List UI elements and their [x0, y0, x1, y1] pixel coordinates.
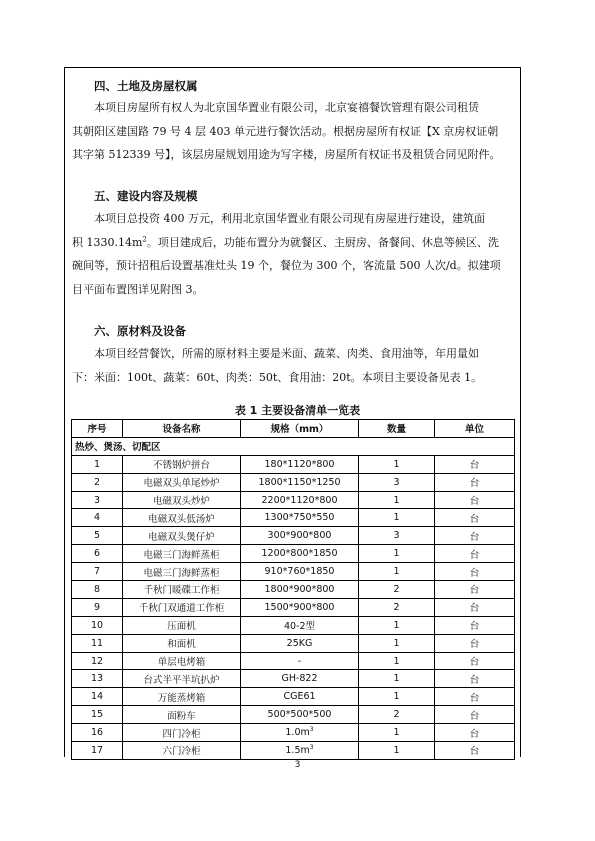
- cell-unit-text: 台: [469, 728, 480, 740]
- cell-spec: [241, 563, 359, 581]
- cell-name-text: 和面机: [167, 639, 196, 651]
- cell-spec-text: 1500*900*800: [264, 601, 335, 613]
- paragraph-line: 本项目经营餐饮，所需的原材料主要是米面、蔬菜、肉类、食用油等，年用量如: [94, 347, 479, 360]
- cell-index-text: 16: [90, 727, 104, 739]
- cell-unit: [435, 634, 515, 652]
- section-heading-construction: 五、建设内容及规模: [94, 189, 198, 203]
- table-row: [72, 688, 515, 706]
- cell-spec: [241, 581, 359, 599]
- cell-name-text: 四门冷柜: [162, 728, 201, 740]
- paragraph-line: 下：米面：100t、蔬菜：60t、肉类：50t、食用油：20t。本项目主要设备见表 1。: [72, 370, 483, 384]
- cell-spec-text: 180*1120*800: [264, 458, 335, 470]
- cell-qty-text: 1: [393, 637, 400, 649]
- header-name: 设备名称: [123, 420, 241, 438]
- cell-index-text: 5: [93, 530, 101, 542]
- cell-name-text: 六门冷柜: [162, 746, 201, 758]
- cell-unit: [435, 670, 515, 688]
- table-row: [72, 598, 515, 616]
- cell-spec: [241, 616, 359, 634]
- cell-qty: [359, 527, 435, 545]
- cell-spec: [241, 473, 359, 491]
- cell-index-text: 15: [90, 709, 104, 721]
- cell-qty: [359, 545, 435, 563]
- cube-superscript: 3: [309, 725, 314, 733]
- cell-spec: [241, 455, 359, 473]
- cell-unit: [435, 509, 515, 527]
- cell-unit: [435, 742, 515, 760]
- cell-index: [72, 688, 123, 706]
- table-row: [72, 581, 515, 599]
- table-row: [72, 670, 515, 688]
- cell-spec-text: 1300*750*550: [264, 512, 335, 524]
- cell-spec-text: 2200*1120*800: [261, 494, 338, 506]
- cell-spec-text: CGE61: [283, 691, 316, 703]
- cell-qty-text: 2: [393, 709, 400, 721]
- cell-qty: [359, 491, 435, 509]
- cell-name: [123, 527, 241, 545]
- cell-spec: [241, 670, 359, 688]
- cell-index: [72, 563, 123, 581]
- cell-qty-text: 1: [393, 727, 400, 739]
- cell-index: [72, 742, 123, 760]
- cell-qty-text: 1: [393, 548, 400, 560]
- cell-qty-text: 1: [393, 566, 400, 578]
- table-row: [72, 455, 515, 473]
- cell-unit-text: 台: [469, 585, 480, 597]
- cell-qty-text: 2: [393, 601, 400, 613]
- cell-qty: [359, 581, 435, 599]
- cell-index-text: 12: [90, 655, 104, 667]
- cell-spec-text: 40-2型: [283, 621, 316, 633]
- cell-spec-text: 1.5m: [285, 744, 310, 756]
- cell-spec-text: 300*900*800: [267, 530, 332, 542]
- cube-superscript: 3: [309, 743, 314, 751]
- cell-index-text: 11: [90, 637, 104, 649]
- cell-name: [123, 509, 241, 527]
- cell-spec: [241, 742, 359, 760]
- cell-index: [72, 455, 123, 473]
- cell-spec-text: 500*500*500: [267, 709, 332, 721]
- cell-index: [72, 527, 123, 545]
- cell-name: [123, 473, 241, 491]
- cell-spec-text: 25KG: [286, 637, 313, 649]
- cell-name: [123, 634, 241, 652]
- table-row: [72, 652, 515, 670]
- cell-name: [123, 491, 241, 509]
- cell-name-text: 电磁双头单尾炒炉: [143, 478, 220, 490]
- cell-index: [72, 616, 123, 634]
- cell-spec: [241, 527, 359, 545]
- cell-index: [72, 473, 123, 491]
- cell-index-text: 17: [90, 744, 104, 756]
- cell-index-text: 2: [93, 476, 101, 488]
- cell-index-text: 9: [93, 601, 101, 613]
- cell-name-text: 电磁三门海鲜蒸柜: [143, 549, 220, 561]
- group-label: 热炒、煲汤、切配区: [72, 437, 515, 455]
- cell-name-text: 台式半平半坑扒炉: [143, 674, 220, 686]
- cell-qty: [359, 742, 435, 760]
- cell-unit: [435, 724, 515, 742]
- cell-name: [123, 670, 241, 688]
- cell-name: [123, 563, 241, 581]
- paragraph-construction: [72, 207, 520, 301]
- header-qty: 数量: [359, 420, 435, 438]
- cell-qty-text: 1: [393, 744, 400, 756]
- cell-qty: [359, 634, 435, 652]
- cell-index-text: 6: [93, 548, 101, 560]
- cell-index: [72, 581, 123, 599]
- area-superscript: 2: [142, 234, 147, 243]
- cell-qty: [359, 455, 435, 473]
- cell-name: [123, 581, 241, 599]
- cell-index-text: 14: [90, 691, 104, 703]
- cell-name-text: 电磁双头低汤炉: [148, 513, 215, 525]
- cell-name-text: 不锈钢炉拼台: [152, 460, 210, 472]
- cell-name-text: 单层电烤箱: [157, 657, 206, 669]
- cell-unit: [435, 616, 515, 634]
- table-group-row: [72, 437, 515, 455]
- cell-index-text: 10: [90, 619, 104, 631]
- cell-unit: [435, 581, 515, 599]
- cell-index-text: 7: [93, 566, 101, 578]
- cell-name: [123, 724, 241, 742]
- cell-unit-text: 台: [469, 496, 480, 507]
- cell-spec: [241, 688, 359, 706]
- cell-qty-text: 3: [393, 476, 400, 488]
- cell-unit: [435, 706, 515, 724]
- cell-name: [123, 616, 241, 634]
- paragraph-land: [72, 96, 520, 167]
- paragraph-line: 其朝阳区建国路 79 号 4 层 403 单元进行餐饮活动。根据房屋所有权证【X 京房权证朝: [72, 124, 499, 138]
- cell-spec-text: -: [297, 655, 302, 667]
- cell-spec-text: GH-822: [281, 673, 318, 685]
- cell-qty: [359, 616, 435, 634]
- cell-unit-text: 台: [469, 567, 480, 579]
- cell-spec-text: 1.0m: [285, 727, 310, 739]
- cell-qty: [359, 670, 435, 688]
- cell-qty: [359, 598, 435, 616]
- cell-unit-text: 台: [469, 657, 480, 669]
- paragraph-line: 碗间等，预计招租后设置基准灶头 19 个，餐位为 300 个，客流量 500 人次/d。拟建项: [72, 259, 501, 272]
- cell-index-text: 1: [93, 458, 101, 470]
- cell-name: [123, 706, 241, 724]
- cell-unit-text: 台: [469, 746, 480, 758]
- cell-qty: [359, 688, 435, 706]
- cell-unit: [435, 491, 515, 509]
- cell-unit: [435, 473, 515, 491]
- table-row: [72, 742, 515, 760]
- header-unit: 单位: [435, 420, 515, 438]
- paragraph-line: 本项目总投资 400 万元，利用北京国华置业有限公司现有房屋进行建设，建筑面: [94, 212, 485, 225]
- table-header-row: [72, 420, 515, 438]
- cell-qty-text: 1: [393, 655, 400, 667]
- cell-name: [123, 545, 241, 563]
- cell-spec: [241, 652, 359, 670]
- paragraph-line: 其字第 512339 号】，该层房屋规划用途为写字楼，房屋所有权证书及租赁合同见附件。: [72, 148, 501, 161]
- table-row: [72, 473, 515, 491]
- cell-qty-text: 1: [393, 458, 400, 470]
- cell-name-text: 电磁三门海鲜蒸柜: [143, 567, 220, 579]
- cell-qty: [359, 563, 435, 581]
- cell-unit-text: 台: [469, 710, 480, 722]
- cell-qty-text: 1: [393, 673, 400, 685]
- table-caption: 表 1 主要设备清单一览表: [234, 404, 361, 417]
- table-row: [72, 563, 515, 581]
- cell-name-text: 压面机: [167, 621, 196, 633]
- cell-qty: [359, 652, 435, 670]
- table-row: [72, 491, 515, 509]
- cell-unit-text: 台: [469, 513, 480, 525]
- header-index: 序号: [72, 420, 123, 438]
- cell-name: [123, 742, 241, 760]
- cell-qty: [359, 724, 435, 742]
- cell-qty-text: 1: [393, 512, 400, 524]
- cell-index: [72, 634, 123, 652]
- cell-index: [72, 670, 123, 688]
- cell-name-text: 千秋门暖碟工作柜: [143, 585, 220, 597]
- cell-index: [72, 652, 123, 670]
- cell-unit: [435, 563, 515, 581]
- table-row: [72, 545, 515, 563]
- cell-index: [72, 724, 123, 742]
- equipment-table: [71, 419, 515, 760]
- cell-name-text: 面粉车: [167, 710, 196, 722]
- table-row: [72, 616, 515, 634]
- cell-name: [123, 598, 241, 616]
- cell-unit-text: 台: [469, 460, 480, 472]
- cell-index: [72, 706, 123, 724]
- section-heading-land: 四、土地及房屋权属: [94, 79, 198, 93]
- cell-unit: [435, 598, 515, 616]
- cell-index-text: 13: [90, 673, 104, 685]
- header-spec: 规格（mm）: [241, 420, 359, 438]
- cell-qty-text: 1: [393, 619, 400, 631]
- cell-name: [123, 652, 241, 670]
- cell-spec: [241, 706, 359, 724]
- area-text: 积 1330.14m: [72, 235, 143, 249]
- cell-name-text: 千秋门双通道工作柜: [138, 603, 225, 615]
- cell-index-text: 3: [93, 494, 101, 506]
- cell-spec: [241, 509, 359, 527]
- table-row: [72, 527, 515, 545]
- table-row: [72, 634, 515, 652]
- cell-index: [72, 491, 123, 509]
- cell-unit-text: 台: [469, 549, 480, 561]
- cell-unit-text: 台: [469, 621, 480, 633]
- cell-index-text: 8: [93, 583, 101, 595]
- cell-unit: [435, 652, 515, 670]
- cell-index: [72, 545, 123, 563]
- cell-unit-text: 台: [469, 674, 480, 686]
- cell-name-text: 电磁双头煲仔炉: [148, 531, 215, 543]
- cell-qty-text: 3: [393, 530, 400, 542]
- cell-name: [123, 688, 241, 706]
- cell-name: [123, 455, 241, 473]
- cell-name-text: 万能蒸烤箱: [157, 692, 206, 704]
- cell-qty-text: 1: [393, 691, 400, 703]
- cell-index: [72, 509, 123, 527]
- cell-spec: [241, 545, 359, 563]
- section-heading-materials: 六、原材料及设备: [94, 324, 186, 338]
- cell-spec-text: 910*760*1850: [264, 566, 335, 578]
- cell-spec: [241, 724, 359, 742]
- cell-spec: [241, 491, 359, 509]
- cell-unit-text: 台: [469, 639, 480, 651]
- cell-qty-text: 1: [393, 494, 400, 506]
- cell-qty-text: 2: [393, 583, 400, 595]
- cell-spec: [241, 598, 359, 616]
- cell-unit-text: 台: [469, 531, 480, 543]
- cell-unit-text: 台: [469, 692, 480, 704]
- paragraph-line: 本项目房屋所有权人为北京国华置业有限公司，北京宴禧餐饮管理有限公司租赁: [94, 101, 479, 114]
- cell-unit: [435, 688, 515, 706]
- paragraph-line: [72, 231, 520, 255]
- cell-unit: [435, 545, 515, 563]
- cell-index: [72, 598, 123, 616]
- cell-qty: [359, 509, 435, 527]
- area-text-rest: 。项目建成后，功能布置分为就餐区、主厨房、备餐间、休息等候区、洗: [146, 235, 499, 249]
- table-row: [72, 724, 515, 742]
- cell-unit: [435, 455, 515, 473]
- cell-spec-text: 1200*800*1850: [261, 548, 338, 560]
- cell-index-text: 4: [93, 512, 101, 524]
- paragraph-line: 目平面布置图详见附图 3。: [72, 282, 204, 296]
- paragraph-materials: [72, 342, 520, 389]
- cell-name-text: 电磁双头炒炉: [152, 496, 210, 507]
- cell-qty: [359, 473, 435, 491]
- page-number: 3: [294, 760, 301, 770]
- cell-unit: [435, 527, 515, 545]
- cell-unit-text: 台: [469, 478, 480, 490]
- cell-spec-text: 1800*1150*1250: [258, 476, 341, 488]
- cell-qty: [359, 706, 435, 724]
- table-row: [72, 509, 515, 527]
- cell-unit-text: 台: [469, 603, 480, 615]
- table-row: [72, 706, 515, 724]
- cell-spec-text: 1800*900*800: [264, 583, 335, 595]
- cell-spec: [241, 634, 359, 652]
